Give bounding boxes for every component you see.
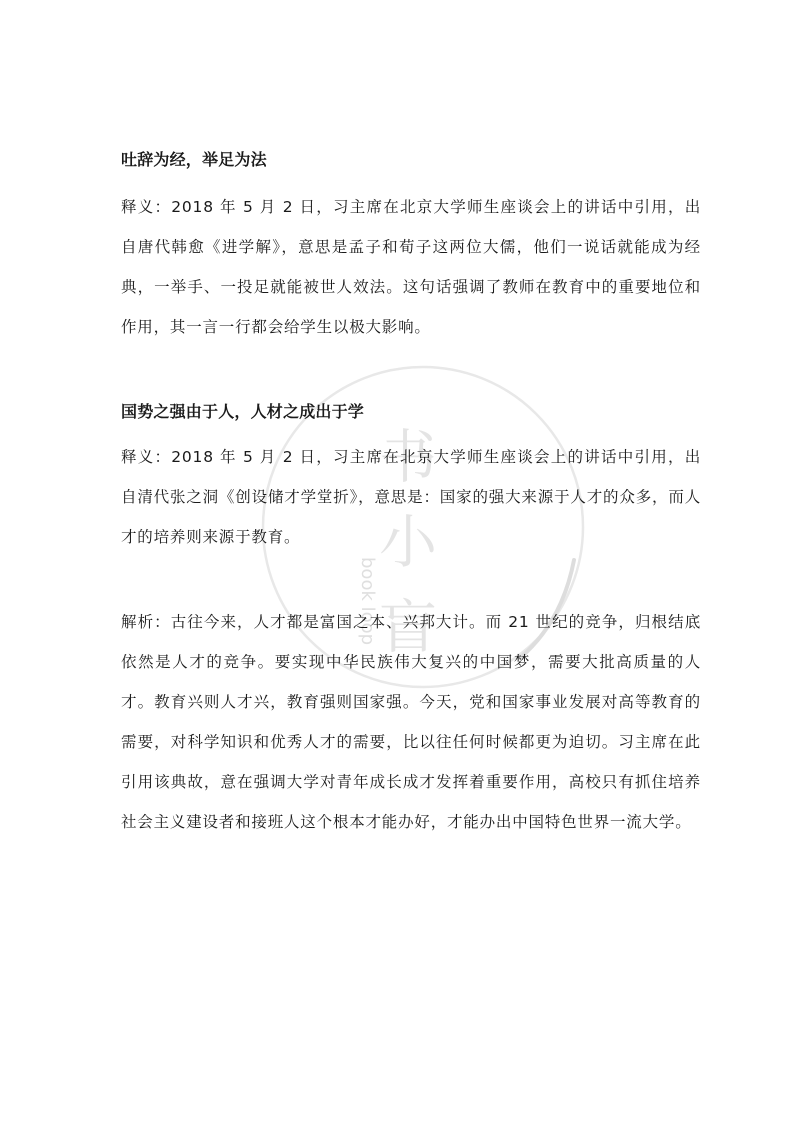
svg-text:书: 书: [378, 423, 438, 491]
section-1-body: 释义：2018 年 5 月 2 日，习主席在北京大学师生座谈会上的讲话中引用，出自唐代韩愈《进学解》，意思是孟子和荀子这两位大儒，他们一说话就能成为经典，一举手、一投足就能被世人效法。这句话强调了教师在教育中的重要地位和作用，其一言一行都会给学生以极大影响。: [121, 198, 701, 336]
svg-text:book loop: book loop: [357, 557, 378, 646]
section-2-body: 释义：2018 年 5 月 2 日，习主席在北京大学师生座谈会上的讲话中引用，出自清代张之洞《创设储才学堂折》，意思是：国家的强大来源于人才的众多，而人才的培养则来源于教育。: [121, 448, 701, 546]
svg-text:小: 小: [378, 508, 438, 576]
svg-text:盲: 盲: [378, 593, 438, 661]
analysis-paragraph: 解析：古往今来，人才都是富国之本、兴邦大计。而 21 世纪的竞争，归根结底依然是人才的竞争。要实现中华民族伟大复兴的中国梦，需要大批高质量的人才。教育兴则人才兴，教育强则国家强。今天，党和国家事业发展对高等教育的需要，对科学知识和优秀人才的需要，比以往任何时候都更为迫切。习主席在此引用该典故，意在强调大学对青年成长成才发挥着重要作用，高校只有抓住培养社会主义建设者和接班人这个根本才能办好，才能办出中国特色世界一流大学。: [121, 613, 701, 831]
section-2-title: 国势之强由于人，人材之成出于学: [121, 402, 365, 421]
section-1-title: 吐辞为经，举足为法: [121, 150, 267, 169]
